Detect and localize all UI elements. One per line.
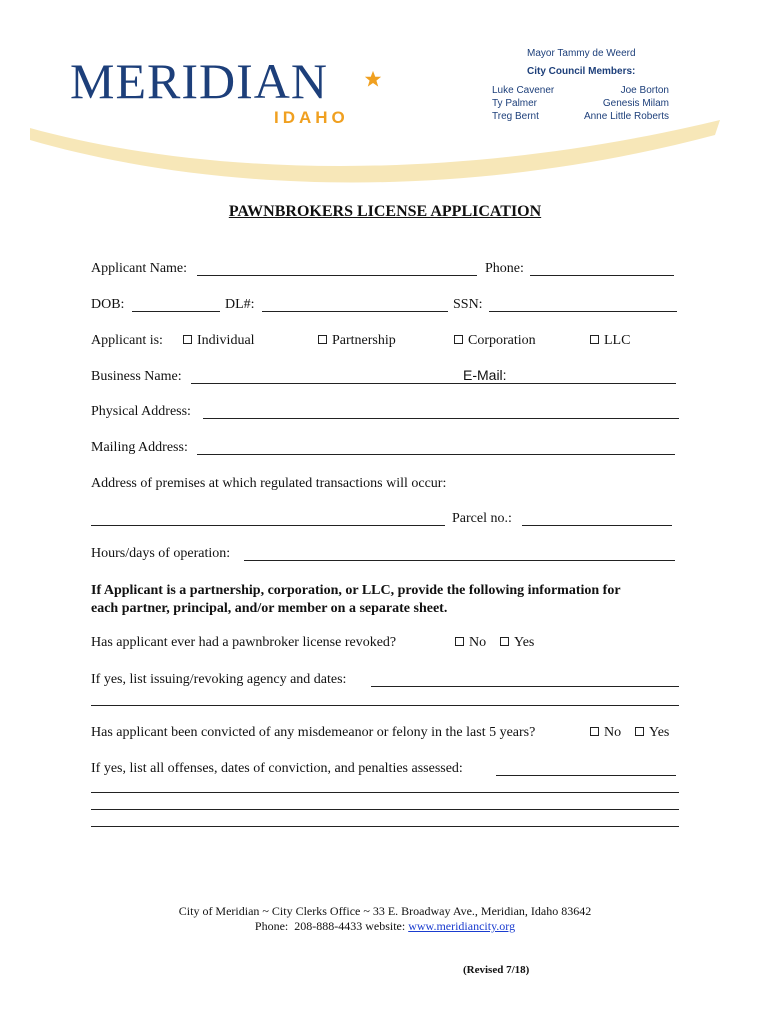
form-title: PAWNBROKERS LICENSE APPLICATION: [228, 203, 542, 220]
council-member-right-1: Joe Borton: [620, 85, 669, 96]
parcel-label: Parcel no.:: [452, 511, 512, 526]
business-name-label: Business Name:: [91, 369, 182, 384]
ssn-field[interactable]: [489, 311, 677, 312]
convicted-followup-field-2[interactable]: [91, 792, 679, 793]
partner-note-line2: each partner, principal, and/or member on a separate sheet.: [91, 601, 448, 616]
revoked-no-label: No: [469, 635, 487, 650]
council-member-left-3: Treg Bernt: [492, 111, 539, 122]
revoked-followup-field[interactable]: [371, 686, 679, 687]
applicant-name-field[interactable]: [197, 275, 477, 276]
business-name-field[interactable]: [191, 383, 461, 384]
convicted-yes-label: Yes: [649, 725, 670, 740]
entity-individual-label: Individual: [197, 333, 255, 348]
revoked-followup-field-2[interactable]: [91, 705, 679, 706]
premises-label: Address of premises at which regulated transactions will occur:: [91, 476, 447, 491]
convicted-followup-label: If yes, list all offenses, dates of conviction, and penalties assessed:: [91, 761, 463, 776]
checkbox-icon[interactable]: [318, 335, 327, 344]
revoked-yes-option[interactable]: [500, 635, 534, 651]
parcel-field[interactable]: [522, 525, 672, 526]
entity-corporation-option[interactable]: [454, 333, 536, 349]
physical-address-label: Physical Address:: [91, 404, 191, 419]
dob-label: DOB:: [91, 297, 125, 312]
entity-llc-label: LLC: [604, 333, 631, 348]
checkbox-icon[interactable]: [635, 727, 644, 736]
mayor-name: Mayor Tammy de Weerd: [527, 48, 636, 59]
email-label: E-Mail:: [463, 367, 507, 383]
website-link[interactable]: www.meridiancity.org: [408, 919, 516, 933]
partner-note-line1: If Applicant is a partnership, corporation, or LLC, provide the following information for: [91, 583, 621, 598]
entity-partnership-label: Partnership: [332, 333, 396, 348]
logo-subtitle: IDAHO: [274, 108, 349, 127]
convicted-yes-option[interactable]: [635, 725, 669, 741]
convicted-question: Has applicant been convicted of any misdemeanor or felony in the last 5 years?: [91, 725, 536, 740]
phone-field[interactable]: [530, 275, 674, 276]
email-field[interactable]: [461, 383, 676, 384]
convicted-followup-field[interactable]: [496, 775, 676, 776]
phone-label: Phone:: [485, 261, 524, 276]
revoked-question: Has applicant ever had a pawnbroker license revoked?: [91, 635, 397, 650]
council-member-left-2: Ty Palmer: [492, 98, 538, 109]
revoked-no-option[interactable]: [455, 635, 486, 651]
convicted-no-option[interactable]: [590, 725, 621, 741]
mailing-address-field[interactable]: [197, 454, 675, 455]
mailing-address-label: Mailing Address:: [91, 440, 188, 455]
convicted-followup-field-3[interactable]: [91, 809, 679, 810]
star-icon: [364, 70, 382, 88]
convicted-no-label: No: [604, 725, 622, 740]
council-member-left-1: Luke Cavener: [492, 85, 555, 96]
premises-field[interactable]: [91, 525, 445, 526]
logo-wordmark: MERIDIAN: [70, 53, 328, 109]
dl-label: DL#:: [225, 297, 255, 312]
revoked-followup-label: If yes, list issuing/revoking agency and dates:: [91, 672, 347, 687]
council-member-right-3: Anne Little Roberts: [583, 111, 669, 122]
dl-field[interactable]: [262, 311, 448, 312]
checkbox-icon[interactable]: [590, 335, 599, 344]
entity-corporation-label: Corporation: [468, 333, 536, 348]
entity-llc-option[interactable]: [590, 333, 630, 349]
footer-phone: Phone: 208-888-4433 website:: [254, 919, 409, 933]
revised-note: (Revised 7/18): [463, 964, 530, 976]
swoosh-shape: [30, 120, 720, 183]
physical-address-field[interactable]: [203, 418, 679, 419]
council-heading: City Council Members:: [527, 66, 636, 77]
checkbox-icon[interactable]: [454, 335, 463, 344]
hours-field[interactable]: [244, 560, 675, 561]
footer-contact: [0, 919, 770, 934]
hours-label: Hours/days of operation:: [91, 546, 231, 561]
entity-partnership-option[interactable]: [318, 333, 396, 349]
council-member-right-2: Genesis Milam: [602, 98, 669, 109]
checkbox-icon[interactable]: [500, 637, 509, 646]
revoked-yes-label: Yes: [514, 635, 535, 650]
applicant-is-label: Applicant is:: [91, 333, 163, 348]
checkbox-icon[interactable]: [590, 727, 599, 736]
dob-field[interactable]: [132, 311, 220, 312]
checkbox-icon[interactable]: [455, 637, 464, 646]
applicant-name-label: Applicant Name:: [91, 261, 188, 276]
convicted-followup-field-4[interactable]: [91, 826, 679, 827]
ssn-label: SSN:: [453, 297, 483, 312]
checkbox-icon[interactable]: [183, 335, 192, 344]
entity-individual-option[interactable]: [183, 333, 255, 349]
footer-address: City of Meridian ~ City Clerks Office ~ 33 E. Broadway Ave., Meridian, Idaho 83642: [178, 904, 592, 918]
